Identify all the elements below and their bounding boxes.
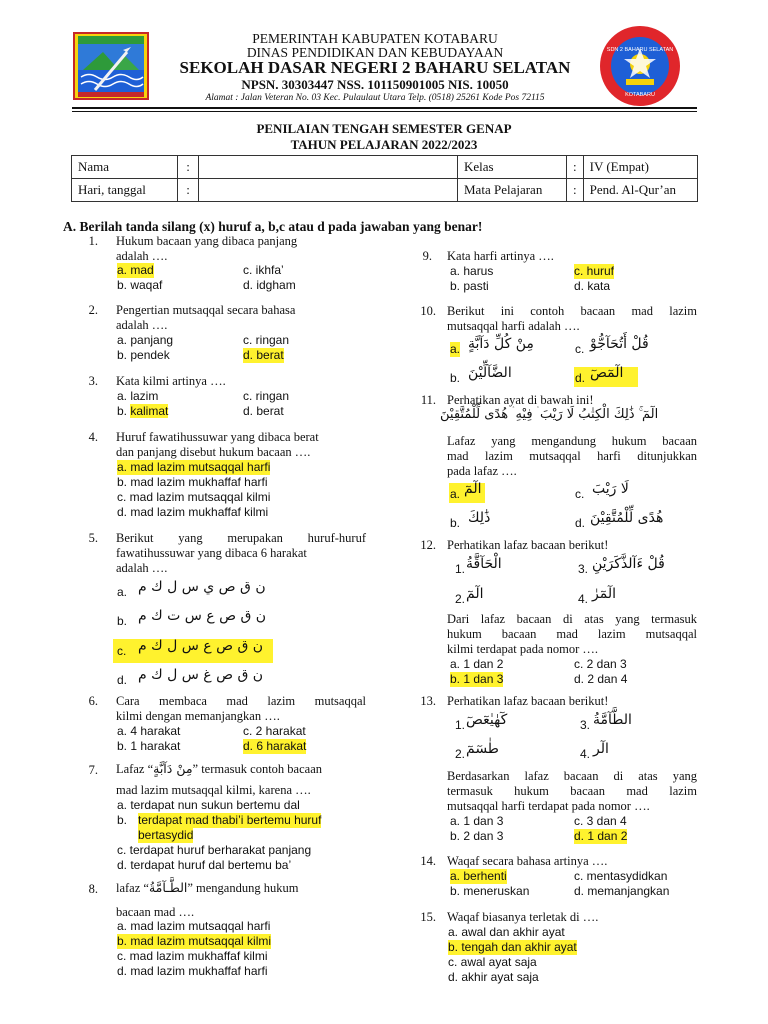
header-school-ids: NPSN. 30303447 NSS. 101150901005 NIS. 10050 [241, 77, 509, 92]
arabic-phrase: الطَّـآمَّةُ [148, 880, 188, 895]
option-a[interactable]: a. berhenti [450, 869, 507, 883]
letterhead-rule-thin [72, 111, 697, 112]
option-c[interactable]: c. mentasydidkan [574, 869, 668, 883]
option-b[interactable]: b. 2 dan 3 [450, 829, 504, 843]
question-text: kilmi dengan memanjangkan …. [116, 709, 280, 723]
section-a-instruction: A. Berilah tanda silang (x) huruf a, b,c atau d pada jawaban yang benar! [63, 219, 483, 234]
option-d[interactable]: d. 1 dan 2 [574, 829, 628, 843]
header-government-line: PEMERINTAH KABUPATEN KOTABARU [252, 31, 498, 46]
option-a[interactable]: a. [450, 487, 461, 501]
question-text: mad lazim mutsaqqal kilmi, karena …. [116, 783, 311, 797]
hari-tanggal-field[interactable] [199, 179, 458, 202]
question-text [116, 761, 322, 778]
option-b[interactable]: b. mad lazim mutsaqqal kilmi [117, 934, 272, 948]
option-b-text: terdapat mad thabi’i bertemu huruf [138, 813, 322, 827]
label-kelas: Kelas [458, 156, 567, 179]
option-c[interactable]: c. ringan [243, 389, 290, 403]
arabic-phrase: مِنْ دَآبَّةٍ [153, 761, 193, 776]
item-3-arabic: الطَّآمَّةُ [593, 712, 632, 728]
question-text: hukum bacaan mad lazim mutsaqqal [447, 627, 697, 641]
option-c[interactable]: c. ringan [243, 333, 290, 347]
option-b[interactable] [117, 813, 127, 828]
option-c[interactable] [117, 644, 126, 659]
question-text-part: Lafaz “ [116, 762, 154, 776]
question-text: pada lafaz …. [447, 464, 517, 478]
option-a[interactable]: a. lazim [117, 389, 159, 403]
option-c-arabic: قُلْ أَتُحَآجُّوْ [590, 336, 649, 352]
item-3-arabic: قُلْ ءَآلذَّكَرَيْنِ [592, 556, 665, 572]
option-text: kalimat [130, 404, 169, 418]
option-letter: b. [117, 614, 128, 628]
option-c[interactable]: c. ikhfa’ [243, 263, 284, 277]
student-info-table [71, 155, 698, 202]
option-b[interactable] [117, 404, 168, 419]
question-text-part: ” termasuk contoh bacaan [192, 762, 322, 776]
option-d-arabic: الٓمٓصٓ [590, 365, 624, 381]
question-text: Waqaf secara bahasa artinya …. [447, 854, 608, 868]
colon: : [178, 156, 199, 179]
question-text-part: lafaz “ [116, 881, 149, 895]
option-b[interactable]: b. 1 dan 3 [450, 672, 504, 686]
option-c-arabic: ن ق ص ع س ل ك م [138, 638, 264, 654]
option-c[interactable]: c. 2 dan 3 [574, 657, 627, 671]
option-c[interactable]: c. terdapat huruf berharakat panjang [117, 843, 312, 857]
option-b[interactable]: b. 1 harakat [117, 739, 181, 753]
option-b[interactable]: b. waqaf [117, 278, 163, 292]
option-a[interactable]: a. mad lazim mutsaqqal harfi [117, 919, 271, 933]
question-number: 14. [420, 854, 436, 868]
question-text: Kata kilmi artinya …. [116, 374, 226, 388]
option-d[interactable]: d. mad lazim mukhaffaf harfi [117, 964, 268, 978]
question-text: Perhatikan ayat di bawah ini! [447, 393, 594, 407]
item-4-arabic: الٓر [593, 741, 609, 757]
option-b[interactable]: b. [450, 516, 461, 530]
option-a[interactable]: a. harus [450, 264, 494, 278]
option-letter: a. [117, 585, 128, 599]
option-a[interactable] [117, 585, 127, 600]
option-c[interactable]: c. 3 dan 4 [574, 814, 627, 828]
question-number: 12. [420, 538, 436, 552]
nama-field[interactable] [199, 156, 458, 179]
option-c[interactable]: c. huruf [574, 264, 615, 278]
question-text: fawatihussuwar yang dibaca 6 harakat [116, 546, 307, 560]
item-2: 2. [455, 747, 466, 761]
exam-year: TAHUN PELAJARAN 2022/2023 [290, 137, 478, 152]
option-d[interactable]: d. akhir ayat saja [448, 970, 539, 984]
label-hari-tanggal: Hari, tanggal [72, 179, 178, 202]
option-a[interactable]: a. mad lazim mutsaqqal harfi [117, 460, 271, 474]
question-number: 13. [420, 694, 436, 708]
question-text: bacaan mad …. [116, 905, 195, 919]
option-b-arabic: ن ق ص ع س ت ك م [138, 608, 267, 624]
option-b[interactable]: b. mad lazim mukhaffaf harfi [117, 475, 268, 489]
label-mata-pelajaran: Mata Pelajaran [458, 179, 567, 202]
letterhead-rule-thick [72, 107, 697, 109]
option-a[interactable]: a. 4 harakat [117, 724, 181, 738]
question-text-part: ” mengandung hukum [187, 881, 299, 895]
question-text: mutsaqqal harfi adalah …. [447, 319, 580, 333]
option-d[interactable]: d. memanjangkan [574, 884, 670, 898]
item-1-arabic: كٓهٰيٰعٓصٓ [466, 712, 508, 728]
school-logo-city: KOTABARU [625, 92, 655, 98]
option-c[interactable]: c. awal ayat saja [448, 955, 537, 969]
question-text [116, 880, 298, 897]
option-d[interactable]: d. berat [243, 348, 284, 362]
question-text: Kata harfi artinya …. [447, 249, 554, 263]
option-d[interactable]: d. 6 harakat [243, 739, 307, 753]
question-number: 2. [88, 303, 98, 317]
item-1-arabic: الْحَآقَّةُ [466, 556, 502, 572]
option-a[interactable]: a. awal dan akhir ayat [448, 925, 565, 939]
option-d[interactable]: d. idgham [243, 278, 296, 292]
option-a[interactable]: a. terdapat nun sukun bertemu dal [117, 798, 300, 812]
exam-title: PENILAIAN TENGAH SEMESTER GENAP [256, 121, 512, 136]
option-b[interactable]: b. pasti [450, 279, 489, 293]
option-a-arabic: ن ق ص ي س ل ك م [138, 579, 266, 595]
option-d[interactable]: d. [575, 371, 586, 385]
question-number: 8. [88, 882, 98, 896]
option-c[interactable]: c. [575, 487, 585, 501]
option-letter: d. [117, 673, 128, 687]
question-number: 6. [88, 694, 98, 708]
question-text: Berikut ini contoh bacaan mad lazim [447, 304, 697, 318]
question-text: dan panjang disebut hukum bacaan …. [116, 445, 311, 459]
option-d[interactable]: d. kata [574, 279, 611, 293]
option-b[interactable]: b. pendek [117, 348, 170, 362]
item-2-arabic: الٓمٓ [466, 586, 484, 602]
option-c-arabic: لَا رَيْبَ [592, 481, 629, 497]
question-text: Huruf fawatihussuwar yang dibaca berat [116, 430, 319, 444]
item-3: 3. [580, 718, 591, 732]
item-2: 2. [455, 592, 466, 606]
question-text: termasuk hukum bacaan mad lazim [447, 784, 697, 798]
option-b-arabic: الضَّآلِّيْنَ [468, 365, 512, 381]
item-2-arabic: طٰسٓمٓ [466, 741, 499, 757]
option-d[interactable]: d. terdapat huruf dal bertemu ba’ [117, 858, 292, 872]
question-text: Perhatikan lafaz bacaan berikut! [447, 538, 609, 552]
item-1: 1. [455, 718, 466, 732]
question-number: 4. [88, 430, 98, 444]
question-number: 10. [420, 304, 436, 318]
option-letter: b. [117, 404, 131, 418]
option-c[interactable]: c. mad lazim mutsaqqal kilmi [117, 490, 271, 504]
option-letter: c. [117, 644, 127, 658]
option-b[interactable]: b. tengah dan akhir ayat [448, 940, 577, 954]
option-b[interactable]: b. [450, 371, 461, 385]
item-4: 4. [580, 747, 591, 761]
option-d[interactable]: d. [575, 516, 586, 530]
ayat-arabic: الٓمٓ ۚ ذَٰلِكَ الْكِتٰبُ لَا رَيْبَ ۛ فِيْهِ ۛ هُدًى لِّلْمُتَّقِيْنَ [440, 407, 659, 422]
question-text: Perhatikan lafaz bacaan berikut! [447, 694, 609, 708]
question-text: Dari lafaz bacaan di atas yang termasuk [447, 612, 697, 626]
colon: : [567, 156, 584, 179]
question-number: 15. [420, 910, 436, 924]
option-a[interactable]: a. mad [117, 263, 154, 277]
item-4: 4. [578, 592, 589, 606]
header-department-line: DINAS PENDIDIKAN DAN KEBUDAYAAN [246, 45, 504, 60]
option-a-arabic: الٓمٓ [464, 481, 482, 497]
question-number: 3. [88, 374, 98, 388]
option-d[interactable]: d. mad lazim mukhaffaf kilmi [117, 505, 269, 519]
kelas-value: IV (Empat) [583, 156, 697, 179]
question-text: Hukum bacaan yang dibaca panjang [116, 234, 298, 248]
question-number: 9. [422, 249, 432, 263]
question-text: Berikut yang merupakan huruf-huruf [116, 531, 366, 545]
question-text: Lafaz yang mengandung hukum bacaan [447, 434, 697, 448]
option-c[interactable]: c. mad lazim mukhaffaf kilmi [117, 949, 268, 963]
option-d-arabic: ن ق ص غ س ل ك م [138, 667, 264, 683]
question-number: 7. [88, 763, 98, 777]
item-3: 3. [578, 562, 589, 576]
question-text: Berdasarkan lafaz bacaan di atas yang [447, 769, 697, 783]
question-text: kilmi terdapat pada nomor …. [447, 642, 599, 656]
label-nama: Nama [72, 156, 178, 179]
header-address: Alamat : Jalan Veteran No. 03 Kec. Pulaulaut Utara Telp. (0518) 25261 Kode Pos 72115 [205, 93, 545, 103]
option-c[interactable]: c. 2 harakat [243, 724, 306, 738]
option-b[interactable] [117, 614, 127, 629]
question-text: adalah …. [116, 318, 168, 332]
option-d[interactable] [117, 673, 127, 688]
question-text: mutsaqqal harfi terdapat pada nomor …. [447, 799, 650, 813]
question-number: 11. [420, 393, 436, 407]
option-a-arabic: مِنْ كُلِّ دَآبَّةٍ [468, 336, 534, 352]
question-text: mad lazim mutsaqqal harfi ditunjukkan [447, 449, 697, 463]
question-text: Pengertian mutsaqqal secara bahasa [116, 303, 296, 317]
option-b[interactable]: b. meneruskan [450, 884, 530, 898]
option-d[interactable]: d. 2 dan 4 [574, 672, 628, 686]
mata-pelajaran-value: Pend. Al-Qur’an [583, 179, 697, 202]
colon: : [178, 179, 199, 202]
option-a[interactable]: a. panjang [117, 333, 174, 347]
question-text: adalah …. [116, 249, 168, 263]
option-a[interactable]: a. 1 dan 3 [450, 814, 504, 828]
option-letter: b. [117, 813, 128, 827]
school-logo-text: SDN 2 BAHARU SELATAN [606, 47, 674, 53]
question-text: Waqaf biasanya terletak di …. [447, 910, 599, 924]
option-b-arabic: ذَٰلِكَ [468, 510, 491, 526]
question-number: 1. [88, 234, 98, 248]
option-c[interactable]: c. [575, 342, 585, 356]
item-1: 1. [455, 562, 466, 576]
option-b-text: bertasydid [138, 828, 194, 842]
option-d-arabic: هُدًى لِّلْمُتَّقِيْنَ [590, 510, 664, 526]
option-a[interactable]: a. 1 dan 2 [450, 657, 504, 671]
option-a[interactable]: a. [450, 342, 461, 356]
header-school-name: SEKOLAH DASAR NEGERI 2 BAHARU SELATAN [179, 58, 571, 77]
question-text: adalah …. [116, 561, 168, 575]
colon: : [567, 179, 584, 202]
item-4-arabic: الٓمٓرٰ [592, 586, 616, 602]
kotabaru-regency-logo [73, 32, 149, 100]
option-d[interactable]: d. berat [243, 404, 284, 418]
question-text: Cara membaca mad lazim mutsaqqal [116, 694, 366, 708]
question-number: 5. [88, 531, 98, 545]
